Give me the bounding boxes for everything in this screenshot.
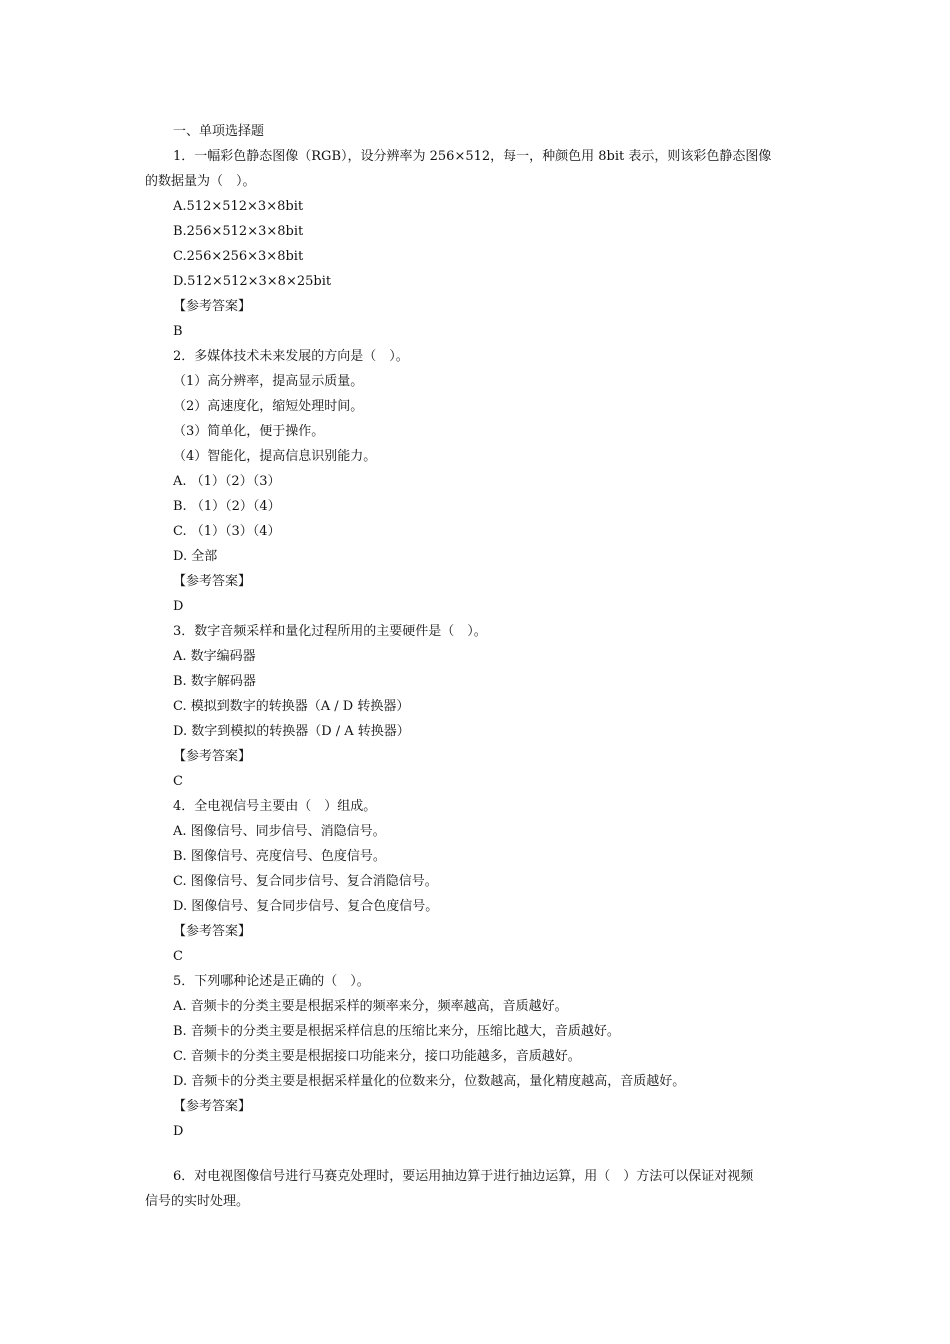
option-d: D. 音频卡的分类主要是根据采样量化的位数来分，位数越高，量化精度越高，音质越好。	[173, 1074, 686, 1089]
option-b: B. 数字解码器	[173, 674, 256, 689]
answer-value: D	[173, 1124, 184, 1139]
option-a: A. 图像信号、同步信号、消隐信号。	[173, 824, 386, 839]
answer-label: 【参考答案】	[173, 749, 252, 764]
answer-label: 【参考答案】	[173, 574, 252, 589]
statement-item-4: （4）智能化，提高信息识别能力。	[173, 449, 377, 464]
question-stem: 3．数字音频采样和量化过程所用的主要硬件是（ ）。	[173, 624, 487, 639]
question-stem: 4．全电视信号主要由（ ）组成。	[173, 799, 377, 814]
option-c: C.256×256×3×8bit	[173, 249, 304, 264]
question-6	[145, 1164, 810, 1214]
option-b: B. （1）（2）（4）	[173, 499, 281, 514]
question-1	[145, 144, 810, 344]
answer-label: 【参考答案】	[173, 1099, 252, 1114]
question-2	[145, 344, 810, 619]
answer-value: C	[173, 949, 183, 964]
option-a: A. （1）（2）（3）	[173, 474, 281, 489]
question-4	[145, 794, 810, 969]
question-3	[145, 619, 810, 794]
option-c: C. 模拟到数字的转换器（A / D 转换器）	[173, 699, 410, 714]
paragraph-gap	[145, 1144, 810, 1164]
question-stem: 5．下列哪种论述是正确的（ ）。	[173, 974, 370, 989]
option-b: B. 音频卡的分类主要是根据采样信息的压缩比来分，压缩比越大，音质越好。	[173, 1024, 620, 1039]
answer-label: 【参考答案】	[173, 924, 252, 939]
document-content	[145, 119, 810, 1214]
option-b: B. 图像信号、亮度信号、色度信号。	[173, 849, 386, 864]
answer-value: D	[173, 599, 184, 614]
option-d: D. 数字到模拟的转换器（D / A 转换器）	[173, 724, 410, 739]
statement-item-1: （1）高分辨率，提高显示质量。	[173, 374, 364, 389]
section-title: 一、单项选择题	[173, 124, 265, 139]
option-d: D.512×512×3×8×25bit	[173, 274, 332, 289]
option-c: C. （1）（3）（4）	[173, 524, 281, 539]
option-c: C. 图像信号、复合同步信号、复合消隐信号。	[173, 874, 438, 889]
answer-value: B	[173, 324, 183, 339]
question-stem-continued: 的数据量为（ ）。	[145, 174, 256, 189]
statement-item-2: （2）高速度化，缩短处理时间。	[173, 399, 364, 414]
question-stem: 1．一幅彩色静态图像（RGB），设分辨率为 256×512，每一，种颜色用 8bit 表示，则该彩色静态图像	[173, 149, 772, 164]
question-stem: 2．多媒体技术未来发展的方向是（ ）。	[173, 349, 409, 364]
statement-item-3: （3）简单化，便于操作。	[173, 424, 325, 439]
option-a: A.512×512×3×8bit	[173, 199, 304, 214]
option-d: D. 图像信号、复合同步信号、复合色度信号。	[173, 899, 439, 914]
answer-label: 【参考答案】	[173, 299, 252, 314]
option-d: D. 全部	[173, 549, 218, 564]
option-a: A. 音频卡的分类主要是根据采样的频率来分，频率越高，音质越好。	[173, 999, 568, 1014]
option-b: B.256×512×3×8bit	[173, 224, 304, 239]
question-stem-continued: 信号的实时处理。	[145, 1194, 250, 1209]
answer-value: C	[173, 774, 183, 789]
question-stem: 6．对电视图像信号进行马赛克处理时，要运用抽边算于进行抽边运算，用（ ）方法可以保证对视频	[173, 1169, 754, 1184]
option-c: C. 音频卡的分类主要是根据接口功能来分，接口功能越多，音质越好。	[173, 1049, 581, 1064]
option-a: A. 数字编码器	[173, 649, 256, 664]
question-5	[145, 969, 810, 1144]
